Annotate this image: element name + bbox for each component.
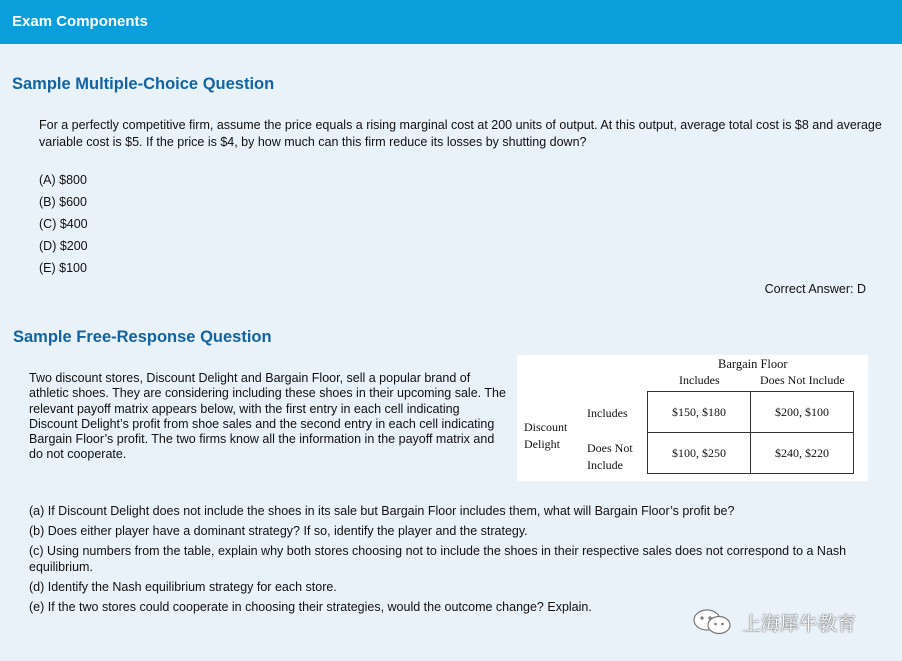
column-player-label: Bargain Floor <box>718 357 788 371</box>
part-a: (a) If Discount Delight does not include the shoes in its sale but Bargain Floor includes them, what will Bargain Floor’s profit be? <box>29 504 735 518</box>
payoff-cell-not-include-not-include: $240, $220 <box>751 433 854 474</box>
choice-a: (A) $800 <box>39 173 87 187</box>
part-d: (d) Identify the Nash equilibrium strategy for each store. <box>29 580 337 594</box>
part-c: (c) Using numbers from the table, explain why both stores choosing not to include the shoes in their respective sales does not correspond to a Nash equilibrium. <box>29 544 847 574</box>
answer-choices <box>39 172 88 282</box>
watermark-text: 上海犀牛教育 <box>742 613 857 635</box>
payoff-cell-not-include-includes: $100, $250 <box>648 433 751 474</box>
payoff-matrix <box>517 355 868 481</box>
payoff-row <box>648 433 854 474</box>
column-header-includes: Includes <box>679 373 720 387</box>
row-header-does-not-include <box>587 440 633 474</box>
column-header-does-not-include: Does Not Include <box>760 373 845 387</box>
wechat-icon <box>690 608 734 636</box>
part-b: (b) Does either player have a dominant strategy? If so, identify the player and the strategy. <box>29 524 528 538</box>
row-player-line-1: Discount <box>524 420 568 434</box>
free-response-stem: Two discount stores, Discount Delight and Bargain Floor, sell a popular brand of athletic shoes. They are considering including these shoes in their upcoming sale. The relevant payoff matrix appears below, with the first entry in each cell indicating Discount Delight’s profit from shoe sales and the second entry in each cell indicating Bargain Floor’s profit. The two firms know all the information in the payoff matrix and do not cooperate. <box>29 371 506 462</box>
multiple-choice-question: For a perfectly competitive firm, assume the price equals a rising marginal cost at 200 units of output. At this output, average total cost is $8 and average variable cost is $5. If the price is $4, by how much can this firm reduce its losses by shutting down? <box>39 118 882 149</box>
header-title: Exam Components <box>12 13 148 30</box>
choice-d: (D) $200 <box>39 239 88 253</box>
payoff-cell-includes-includes: $150, $180 <box>648 392 751 433</box>
part-e: (e) If the two stores could cooperate in choosing their strategies, would the outcome change? Explain. <box>29 600 592 614</box>
row-header-line-1: Does Not <box>587 441 633 455</box>
choice-b: (B) $600 <box>39 195 87 209</box>
correct-answer: Correct Answer: D <box>764 282 866 296</box>
choice-c: (C) $400 <box>39 217 88 231</box>
multiple-choice-title: Sample Multiple-Choice Question <box>12 75 275 93</box>
payoff-row <box>648 392 854 433</box>
header-bar <box>0 0 902 44</box>
payoff-cell-includes-not-include: $200, $100 <box>751 392 854 433</box>
choice-e: (E) $100 <box>39 261 87 275</box>
row-header-line-2: Include <box>587 458 623 472</box>
free-response-title: Sample Free-Response Question <box>13 328 272 346</box>
row-header-includes: Includes <box>587 406 628 420</box>
payoff-grid <box>647 391 854 474</box>
free-response-parts <box>29 503 889 619</box>
row-player-label <box>524 419 567 453</box>
row-player-line-2: Delight <box>524 437 560 451</box>
